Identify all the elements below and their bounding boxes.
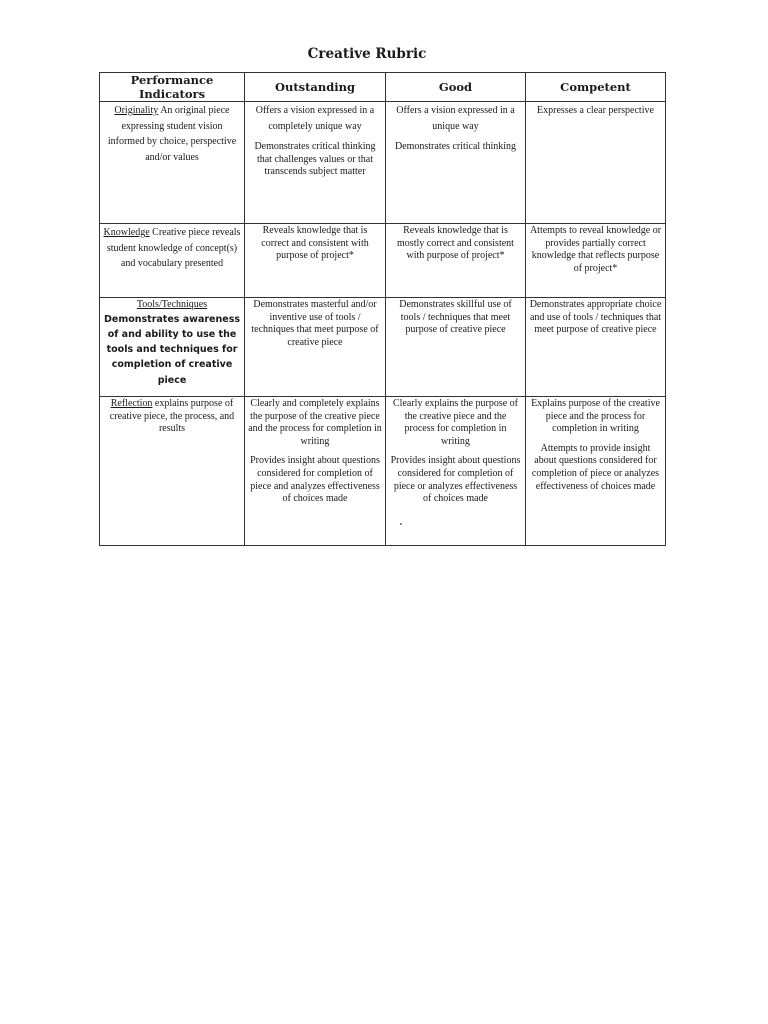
page-title: Creative Rubric bbox=[307, 46, 427, 62]
criterion-text: Reveals knowledge that is correct and consistent with purpose of project* bbox=[261, 225, 369, 262]
indicator-cell-originality bbox=[100, 102, 245, 224]
criterion-text: Reveals knowledge that is mostly correct and consistent with purpose of project* bbox=[397, 225, 514, 262]
criterion-text: Clearly and completely explains the purpose of the creative piece and the process for completion in writing bbox=[248, 398, 382, 447]
indicator-name: Tools/Techniques bbox=[136, 299, 208, 310]
indicator-desc: Demonstrates awareness of and ability to use the tools and techniques for completion of creative piece bbox=[104, 313, 240, 386]
criterion-text: Attempts to reveal knowledge or provides partially correct knowledge that reflects purpose of project* bbox=[529, 225, 662, 274]
criterion-text: Demonstrates skillful use of tools / techniques that meet purpose of creative piece bbox=[399, 299, 512, 336]
criterion-text: Offers a vision expressed in a completely unique way bbox=[255, 105, 375, 132]
indicator-text bbox=[103, 298, 241, 388]
indicator-cell-tools-techniques bbox=[100, 298, 245, 397]
header-outstanding: Outstanding bbox=[245, 73, 386, 102]
indicator-desc: An original piece expressing student vision informed by choice, perspective and/or values bbox=[107, 105, 237, 163]
competent-cell bbox=[526, 224, 666, 298]
table-row bbox=[100, 397, 666, 546]
rubric-table bbox=[99, 72, 666, 546]
criterion-text: Provides insight about questions considered for completion of piece or analyzes effectiveness of choices made bbox=[390, 455, 521, 505]
outstanding-cell bbox=[245, 102, 386, 224]
indicator-text bbox=[103, 397, 241, 436]
indicator-name: Reflection bbox=[110, 398, 153, 409]
good-cell bbox=[386, 298, 526, 397]
indicator-desc: explains purpose of creative piece, the process, and results bbox=[109, 398, 235, 435]
outstanding-cell bbox=[245, 397, 386, 546]
criterion-text: Expresses a clear perspective bbox=[537, 105, 654, 116]
good-cell bbox=[386, 397, 526, 546]
indicator-name: Originality bbox=[114, 105, 159, 116]
indicator-name: Knowledge bbox=[103, 227, 150, 238]
table-row bbox=[100, 224, 666, 298]
indicator-text bbox=[103, 102, 241, 165]
criterion-text: Demonstrates critical thinking that challenges values or that transcends subject matter bbox=[254, 141, 376, 178]
competent-cell bbox=[526, 102, 666, 224]
header-row bbox=[100, 73, 666, 102]
good-cell bbox=[386, 224, 526, 298]
table-row bbox=[100, 102, 666, 224]
indicator-cell-reflection bbox=[100, 397, 245, 546]
indicator-text bbox=[103, 224, 241, 272]
criterion-text: Demonstrates masterful and/or inventive use of tools / techniques that meet purpose of creative piece bbox=[251, 299, 379, 348]
competent-cell bbox=[526, 298, 666, 397]
good-cell bbox=[386, 102, 526, 224]
indicator-desc: Creative piece reveals student knowledge of concept(s) and vocabulary presented bbox=[106, 227, 241, 269]
header-competent: Competent bbox=[526, 73, 666, 102]
criterion-text: Provides insight about questions considered for completion of piece and analyzes effectiveness of choices made bbox=[250, 455, 380, 505]
criterion-text: Clearly explains the purpose of the creative piece and the process for completion in writing bbox=[393, 398, 518, 447]
competent-cell bbox=[526, 397, 666, 546]
criterion-text: Attempts to provide insight about questions considered for completion of piece or analyzes effectiveness of choices made bbox=[531, 442, 660, 492]
criterion-text: Explains purpose of the creative piece and the process for completion in writing bbox=[531, 398, 660, 435]
criterion-text: Demonstrates appropriate choice and use of tools / techniques that meet purpose of creative piece bbox=[529, 299, 662, 336]
table-row bbox=[100, 298, 666, 397]
criterion-text: Offers a vision expressed in a unique way bbox=[396, 105, 515, 132]
outstanding-cell bbox=[245, 224, 386, 298]
indicator-cell-knowledge bbox=[100, 224, 245, 298]
header-performance-indicators: Performance Indicators bbox=[100, 73, 245, 102]
criterion-text: Demonstrates critical thinking bbox=[394, 141, 517, 152]
header-good: Good bbox=[386, 73, 526, 102]
stray-mark bbox=[400, 523, 402, 525]
outstanding-cell bbox=[245, 298, 386, 397]
